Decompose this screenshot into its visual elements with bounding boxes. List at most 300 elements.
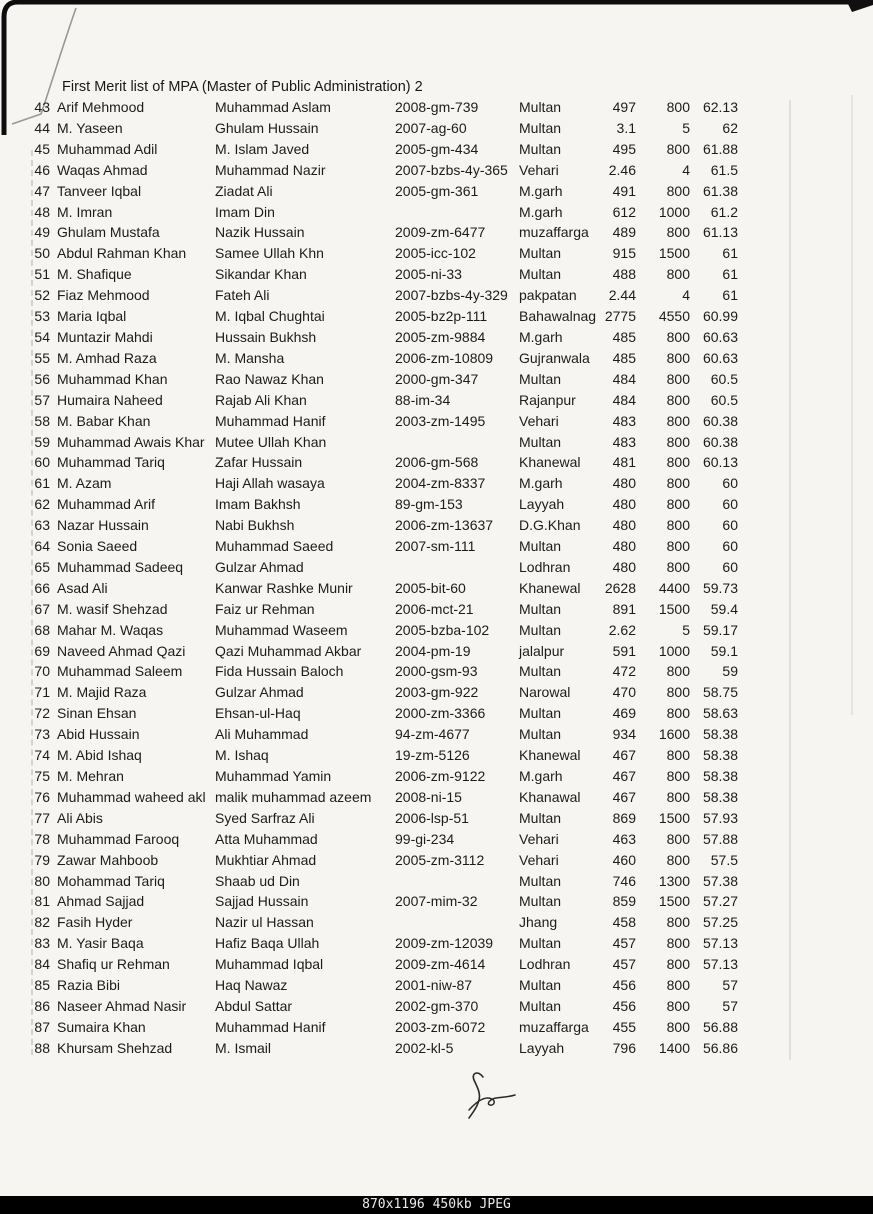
cell-total: 1300: [658, 872, 690, 889]
cell-registration: [390, 202, 514, 223]
cell-serial: 79: [34, 851, 50, 868]
cell-registration: 2007-ag-60: [395, 119, 467, 136]
cell-percentage: 58.63: [702, 705, 738, 722]
cell-name: Tanveer Iqbal: [57, 182, 142, 199]
cell-city: Vehari: [519, 830, 559, 847]
cell-serial: 50: [34, 245, 50, 262]
cell-city: Multan: [519, 266, 562, 283]
cell-serial: 83: [34, 935, 50, 952]
cell-serial: 63: [34, 517, 50, 534]
cell-percentage: 59.4: [710, 600, 738, 617]
table-row: [0, 473, 873, 494]
cell-name: Ali Abis: [57, 809, 103, 826]
cell-father-name: Kanwar Rashke Munir: [215, 579, 353, 596]
cell-father-name: Fateh Ali: [215, 287, 270, 304]
cell-father-name: malik muhammad azeem: [215, 788, 372, 805]
cell-obtained: 488: [612, 266, 636, 283]
cell-registration: 2003-gm-922: [395, 684, 479, 701]
cell-total: 1000: [658, 642, 690, 659]
table-row: [0, 1017, 873, 1038]
cell-percentage: 60: [722, 517, 738, 534]
cell-father-name: Nabi Bukhsh: [215, 517, 295, 534]
cell-name: Muhammad Farooq: [57, 830, 180, 847]
cell-serial: 48: [34, 203, 50, 220]
cell-registration: 2007-bzbs-4y-329: [395, 287, 508, 304]
cell-total: 4: [682, 287, 690, 304]
cell-obtained: 480: [612, 517, 636, 534]
cell-total: 800: [666, 788, 690, 805]
cell-father-name: Ali Muhammad: [215, 726, 309, 743]
cell-name: Sonia Saeed: [57, 538, 138, 555]
cell-father-name: Haq Nawaz: [215, 977, 288, 994]
table-row: [0, 97, 873, 118]
cell-registration: 2005-bit-60: [395, 579, 466, 596]
cell-name: M. Mehran: [57, 768, 124, 784]
table-row: [0, 411, 873, 432]
cell-obtained: 2628: [604, 579, 636, 596]
cell-city: M.garh: [519, 475, 563, 492]
cell-registration: 99-gi-234: [395, 830, 455, 847]
cell-city: Khanewal: [519, 579, 581, 596]
cell-registration: 2002-gm-370: [395, 997, 479, 1014]
cell-name: Humaira Naheed: [57, 391, 163, 408]
cell-city: Bahawalnag: [519, 308, 597, 325]
cell-total: 5: [682, 119, 690, 136]
cell-total: 800: [666, 370, 690, 387]
cell-percentage: 60.99: [702, 308, 738, 325]
cell-registration: 2003-zm-1495: [395, 412, 486, 429]
cell-city: Multan: [519, 809, 562, 826]
cell-total: 800: [666, 684, 690, 701]
cell-city: M.garh: [519, 768, 563, 784]
table-row: [0, 578, 873, 599]
cell-registration: 2006-mct-21: [395, 600, 474, 617]
cell-percentage: 60.5: [710, 370, 738, 387]
cell-obtained: 869: [612, 809, 636, 826]
table-row: [0, 787, 873, 808]
cell-registration: 2000-gm-347: [395, 370, 479, 387]
table-row: [0, 264, 873, 285]
cell-father-name: Hussain Bukhsh: [215, 328, 317, 345]
handwritten-signature: [456, 1070, 526, 1120]
cell-city: Multan: [519, 621, 562, 638]
cell-name: Zawar Mahboob: [57, 851, 159, 868]
cell-total: 800: [666, 224, 690, 241]
cell-obtained: 485: [612, 349, 636, 366]
cell-city: M.garh: [519, 182, 563, 199]
cell-father-name: Mutee Ullah Khan: [215, 433, 327, 450]
cell-percentage: 59.17: [702, 621, 738, 638]
cell-serial: 88: [34, 1039, 50, 1056]
cell-father-name: Qazi Muhammad Akbar: [215, 642, 362, 659]
cell-registration: 2008-gm-739: [395, 99, 479, 115]
cell-serial: 64: [34, 538, 50, 555]
table-row: [0, 724, 873, 745]
cell-total: 800: [666, 747, 690, 764]
table-row: [0, 348, 873, 369]
table-row: [0, 996, 873, 1017]
cell-registration: 88-im-34: [395, 391, 451, 408]
cell-total: 800: [666, 99, 690, 115]
cell-father-name: Shaab ud Din: [215, 872, 300, 889]
cell-name: Muhammad Sadeeq: [57, 558, 184, 575]
cell-obtained: 2.46: [608, 161, 636, 178]
cell-father-name: Imam Bakhsh: [215, 496, 301, 513]
cell-obtained: 591: [612, 642, 636, 659]
cell-registration: 2006-gm-568: [395, 454, 479, 471]
cell-serial: 69: [34, 642, 50, 659]
cell-percentage: 61.88: [702, 140, 738, 157]
cell-city: Multan: [519, 600, 562, 617]
cell-name: Fiaz Mehmood: [57, 287, 150, 304]
cell-name: Muhammad Awais Khar: [57, 433, 205, 450]
table-row: [0, 871, 873, 892]
merit-table: [0, 97, 873, 1059]
cell-serial: 85: [34, 977, 50, 994]
table-row: [0, 599, 873, 620]
cell-father-name: Samee Ullah Khn: [215, 245, 324, 262]
cell-city: Multan: [519, 872, 562, 889]
table-row: [0, 452, 873, 473]
cell-registration: 2006-zm-10809: [395, 349, 494, 366]
cell-name: Asad Ali: [57, 579, 108, 596]
cell-percentage: 62: [722, 119, 738, 136]
cell-father-name: Nazir ul Hassan: [215, 914, 314, 931]
cell-obtained: 467: [612, 747, 636, 764]
cell-percentage: 59.73: [702, 579, 738, 596]
cell-city: M.garh: [519, 203, 563, 220]
cell-percentage: 60: [722, 496, 738, 513]
cell-registration: 2005-gm-434: [395, 140, 479, 157]
cell-name: Muhammad Saleem: [57, 663, 183, 680]
cell-city: Vehari: [519, 161, 559, 178]
cell-name: Muhammad Khan: [57, 370, 168, 387]
cell-percentage: 58.38: [702, 788, 738, 805]
cell-name: M. Amhad Raza: [57, 349, 157, 366]
cell-registration: 2005-bzba-102: [395, 621, 490, 638]
cell-registration: 2008-ni-15: [395, 788, 462, 805]
cell-serial: 46: [34, 161, 50, 178]
cell-name: Abid Hussain: [57, 726, 140, 743]
cell-name: Muhammad Tariq: [57, 454, 165, 471]
cell-serial: 66: [34, 579, 50, 596]
cell-obtained: 483: [612, 433, 636, 450]
cell-percentage: 60.38: [702, 433, 738, 450]
cell-name: M. Yaseen: [57, 119, 123, 136]
cell-percentage: 57: [722, 977, 738, 994]
cell-total: 800: [666, 705, 690, 722]
cell-serial: 56: [34, 370, 50, 387]
cell-total: 1500: [658, 809, 690, 826]
cell-serial: 68: [34, 621, 50, 638]
cell-total: 1500: [658, 893, 690, 910]
table-row: [0, 369, 873, 390]
cell-name: Maria Iqbal: [57, 308, 127, 325]
cell-city: Multan: [519, 935, 562, 952]
cell-percentage: 56.86: [702, 1039, 738, 1056]
cell-name: M. Imran: [57, 203, 113, 220]
cell-serial: 61: [34, 475, 50, 492]
cell-total: 800: [666, 997, 690, 1014]
cell-city: Khanewal: [519, 747, 581, 764]
cell-percentage: 60: [722, 475, 738, 492]
cell-obtained: 484: [612, 391, 636, 408]
cell-city: Vehari: [519, 412, 559, 429]
cell-serial: 51: [34, 266, 50, 283]
cell-percentage: 60.63: [702, 328, 738, 345]
cell-father-name: Rao Nawaz Khan: [215, 370, 324, 387]
table-row: [0, 243, 873, 264]
cell-percentage: 58.38: [702, 726, 738, 743]
cell-total: 4400: [658, 579, 690, 596]
cell-father-name: M. Iqbal Chughtai: [215, 308, 325, 325]
cell-total: 4: [682, 161, 690, 178]
cell-city: Lodhran: [519, 956, 571, 973]
cell-name: Muhammad Arif: [57, 496, 156, 513]
cell-percentage: 57: [722, 997, 738, 1014]
cell-registration: 2003-zm-6072: [395, 1018, 486, 1035]
cell-registration: 2006-lsp-51: [395, 809, 469, 826]
cell-father-name: M. Ismail: [215, 1039, 271, 1056]
cell-obtained: 934: [612, 726, 636, 743]
cell-father-name: Abdul Sattar: [215, 997, 293, 1014]
cell-name: M. Babar Khan: [57, 412, 151, 429]
cell-registration: 2009-zm-4614: [395, 956, 486, 973]
document-content: [0, 78, 873, 1059]
cell-percentage: 61: [722, 287, 738, 304]
cell-obtained: 455: [612, 1018, 636, 1035]
cell-city: Multan: [519, 726, 562, 743]
cell-city: Lodhran: [519, 558, 571, 575]
cell-father-name: Rajab Ali Khan: [215, 391, 307, 408]
cell-percentage: 61.5: [710, 161, 738, 178]
cell-obtained: 467: [612, 768, 636, 784]
cell-total: 800: [666, 830, 690, 847]
cell-city: Multan: [519, 663, 562, 680]
table-row: [0, 432, 873, 453]
cell-percentage: 60.63: [702, 349, 738, 366]
cell-registration: 2007-mim-32: [395, 893, 478, 910]
cell-serial: 59: [34, 433, 50, 450]
cell-city: Multan: [519, 977, 562, 994]
cell-obtained: 470: [612, 684, 636, 701]
cell-serial: 43: [34, 99, 50, 115]
cell-name: M. Azam: [57, 475, 112, 492]
cell-obtained: 481: [612, 454, 636, 471]
image-info-footer: [0, 1196, 873, 1214]
cell-serial: 62: [34, 496, 50, 513]
cell-total: 800: [666, 851, 690, 868]
cell-registration: 2004-zm-8337: [395, 475, 486, 492]
cell-city: Multan: [519, 997, 562, 1014]
cell-total: 800: [666, 956, 690, 973]
cell-father-name: Fida Hussain Baloch: [215, 663, 344, 680]
cell-father-name: Faiz ur Rehman: [215, 600, 315, 617]
cell-obtained: 489: [612, 224, 636, 241]
cell-city: muzaffarga: [519, 224, 589, 241]
cell-name: M. Majid Raza: [57, 684, 147, 701]
cell-percentage: 60.38: [702, 412, 738, 429]
cell-serial: 54: [34, 328, 50, 345]
cell-registration: 2005-zm-3112: [395, 851, 485, 868]
table-row: [0, 160, 873, 181]
cell-father-name: Nazik Hussain: [215, 224, 305, 241]
cell-registration: 2009-zm-12039: [395, 935, 494, 952]
cell-serial: 52: [34, 287, 50, 304]
cell-city: Multan: [519, 538, 562, 555]
cell-father-name: Sikandar Khan: [215, 266, 307, 283]
table-row: [0, 181, 873, 202]
cell-percentage: 57.27: [702, 893, 738, 910]
cell-obtained: 480: [612, 538, 636, 555]
cell-city: Rajanpur: [519, 391, 576, 408]
cell-name: Arif Mehmood: [57, 99, 145, 115]
cell-total: 800: [666, 768, 690, 784]
cell-percentage: 60.5: [710, 391, 738, 408]
cell-total: 800: [666, 266, 690, 283]
cell-serial: 77: [34, 809, 50, 826]
cell-obtained: 458: [612, 914, 636, 931]
cell-name: Sumaira Khan: [57, 1018, 146, 1035]
table-row: [0, 390, 873, 411]
cell-name: Abdul Rahman Khan: [57, 245, 187, 262]
cell-serial: 84: [34, 956, 50, 973]
table-row: [0, 682, 873, 703]
cell-father-name: Ghulam Hussain: [215, 119, 319, 136]
cell-obtained: 497: [612, 99, 636, 115]
cell-percentage: 57.5: [710, 851, 738, 868]
cell-obtained: 456: [612, 977, 636, 994]
cell-name: Fasih Hyder: [57, 914, 133, 931]
cell-serial: 86: [34, 997, 50, 1014]
table-row: [0, 641, 873, 662]
cell-father-name: M. Islam Javed: [215, 140, 310, 157]
cell-percentage: 60.13: [702, 454, 738, 471]
cell-total: 800: [666, 496, 690, 513]
table-row: [0, 557, 873, 578]
table-row: [0, 933, 873, 954]
cell-obtained: 2.44: [608, 287, 636, 304]
cell-obtained: 491: [612, 182, 636, 199]
cell-name: M. Abid Ishaq: [57, 747, 142, 764]
table-row: [0, 139, 873, 160]
cell-total: 1500: [658, 600, 690, 617]
cell-percentage: 57.93: [702, 809, 738, 826]
cell-registration: 94-zm-4677: [395, 726, 470, 743]
cell-serial: 78: [34, 830, 50, 847]
image-info-text: 870x1196 450kb JPEG: [362, 1197, 511, 1212]
cell-serial: 58: [34, 412, 50, 429]
table-row: [0, 222, 873, 243]
cell-total: 800: [666, 433, 690, 450]
cell-serial: 65: [34, 558, 50, 575]
cell-serial: 73: [34, 726, 50, 743]
cell-registration: 2006-zm-9122: [395, 768, 486, 784]
cell-father-name: Muhammad Waseem: [215, 621, 348, 638]
cell-percentage: 57.88: [702, 830, 738, 847]
cell-city: jalalpur: [519, 642, 565, 659]
cell-serial: 75: [34, 768, 50, 784]
cell-obtained: 2.62: [608, 621, 636, 638]
cell-total: 800: [666, 935, 690, 952]
cell-serial: 60: [34, 454, 50, 471]
cell-obtained: 483: [612, 412, 636, 429]
cell-serial: 81: [34, 893, 50, 910]
table-row: [0, 745, 873, 766]
cell-father-name: Zafar Hussain: [215, 454, 303, 471]
cell-father-name: Syed Sarfraz Ali: [215, 809, 315, 826]
cell-percentage: 61: [722, 266, 738, 283]
cell-registration: 2005-bz2p-111: [395, 308, 488, 325]
cell-father-name: Gulzar Ahmad: [215, 684, 304, 701]
cell-registration: [390, 557, 514, 578]
cell-father-name: Muhammad Iqbal: [215, 956, 324, 973]
cell-city: Gujranwala: [519, 349, 590, 366]
table-row: [0, 202, 873, 223]
cell-city: Multan: [519, 119, 562, 136]
cell-registration: [390, 912, 514, 933]
cell-percentage: 57.25: [702, 914, 738, 931]
cell-obtained: 460: [612, 851, 636, 868]
cell-obtained: 463: [612, 830, 636, 847]
cell-city: Multan: [519, 99, 562, 115]
cell-total: 800: [666, 391, 690, 408]
cell-percentage: 62.13: [702, 99, 738, 115]
cell-total: 800: [666, 977, 690, 994]
cell-city: Layyah: [519, 1039, 565, 1056]
cell-name: Shafiq ur Rehman: [57, 956, 170, 973]
cell-city: Multan: [519, 433, 562, 450]
cell-father-name: Gulzar Ahmad: [215, 558, 304, 575]
cell-registration: [390, 432, 514, 453]
cell-obtained: 485: [612, 328, 636, 345]
cell-total: 800: [666, 328, 690, 345]
cell-name: Naveed Ahmad Qazi: [57, 642, 186, 659]
cell-serial: 45: [34, 140, 50, 157]
cell-father-name: Ehsan-ul-Haq: [215, 705, 301, 722]
cell-percentage: 57.38: [702, 872, 738, 889]
cell-city: muzaffarga: [519, 1018, 589, 1035]
table-row: [0, 954, 873, 975]
cell-registration: 2005-gm-361: [395, 182, 479, 199]
cell-total: 800: [666, 538, 690, 555]
cell-name: Muhammad Adil: [57, 140, 158, 157]
cell-total: 4550: [658, 308, 690, 325]
table-row: [0, 285, 873, 306]
cell-registration: 2006-zm-13637: [395, 517, 494, 534]
cell-total: 1400: [658, 1039, 690, 1056]
cell-total: 800: [666, 914, 690, 931]
cell-total: 1000: [658, 203, 690, 220]
table-row: [0, 327, 873, 348]
cell-city: M.garh: [519, 328, 563, 345]
cell-name: M. wasif Shehzad: [57, 600, 168, 617]
table-row: [0, 891, 873, 912]
cell-registration: 2005-icc-102: [395, 245, 476, 262]
cell-name: Mohammad Tariq: [57, 872, 165, 889]
cell-city: Multan: [519, 245, 562, 262]
table-row: [0, 829, 873, 850]
cell-father-name: Imam Din: [215, 203, 275, 220]
cell-father-name: Muhammad Nazir: [215, 161, 326, 178]
cell-serial: 72: [34, 705, 50, 722]
cell-father-name: Mukhtiar Ahmad: [215, 851, 317, 868]
table-row: [0, 306, 873, 327]
cell-serial: 67: [34, 600, 50, 617]
cell-obtained: 469: [612, 705, 636, 722]
cell-obtained: 2775: [604, 308, 636, 325]
page-title: First Merit list of MPA (Master of Public Administration) 2: [62, 79, 423, 95]
